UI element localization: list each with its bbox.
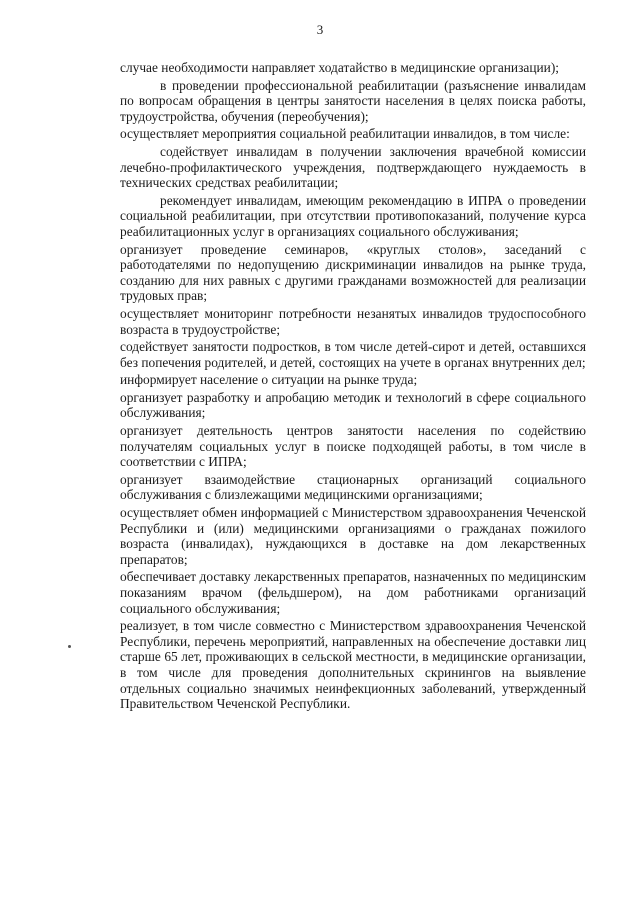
paragraph-7: осуществляет мониторинг потребности незанятых инвалидов трудоспособного возраста в трудоустройстве;	[120, 305, 586, 337]
paragraph-10: организует разработку и апробацию методик и технологий в сфере социального обслуживания;	[120, 389, 586, 421]
paragraph-14: обеспечивает доставку лекарственных препаратов, назначенных по медицинским показаниям врачом (фельдшером), на дом работниками организаций социального обслуживания;	[120, 569, 586, 616]
paragraph-11: организует деятельность центров занятости населения по содействию получателям социальных услуг в поиске подходящей работы, в том числе в соответствии с ИПРА;	[120, 423, 586, 470]
paragraph-12: организует взаимодействие стационарных организаций социального обслуживания с близлежащими медицинскими организациями;	[120, 471, 586, 503]
paragraph-13: осуществляет обмен информацией с Министерством здравоохранения Чеченской Республики и (или) медицинскими организациями о гражданах пожилого возраста (инвалидах), нуждающихся в доставке на дом лекарственных препаратов;	[120, 505, 586, 567]
paragraph-15: реализует, в том числе совместно с Министерством здравоохранения Чеченской Республики, перечень мероприятий, направленных на обеспечение доставки лиц старше 65 лет, проживающих в сельской местности, в медицинские организации, в том числе для проведения дополнительных скринингов на выявление отдельных социально значимых неинфекционных заболеваний, утвержденный Правительством Чеченской Республики.	[120, 618, 586, 712]
paragraph-2: в проведении профессиональной реабилитации (разъяснение инвалидам по вопросам обращения в центры занятости населения в целях поиска работы, трудоустройства, обучения (переобучения);	[120, 77, 586, 124]
paragraph-6: организует проведение семинаров, «круглых столов», заседаний с работодателями по недопущению дискриминации инвалидов на рынке труда, созданию для них равных с другими гражданами возможностей для реализации трудовых прав;	[120, 241, 586, 304]
document-body	[120, 60, 586, 714]
paragraph-1: случае необходимости направляет ходатайство в медицинские организации);	[120, 60, 560, 75]
paragraph-9: информирует население о ситуации на рынке труда;	[120, 372, 418, 388]
paragraph-3: осуществляет мероприятия социальной реабилитации инвалидов, в том числе:	[120, 126, 570, 142]
scan-speck	[68, 645, 71, 648]
paragraph-4: содействует инвалидам в получении заключения врачебной комиссии лечебно-профилактического учреждения, подтверждающего нуждаемость в технических средствах реабилитации;	[120, 143, 586, 191]
paragraph-5: рекомендует инвалидам, имеющим рекомендацию в ИПРА о проведении социальной реабилитации, при отсутствии противопоказаний, получение курса реабилитационных услуг в организациях социального обслуживания;	[120, 192, 586, 239]
page-number: 3	[316, 22, 324, 37]
paragraph-8: содействует занятости подростков, в том числе детей-сирот и детей, оставшихся без попечения родителей, и детей, состоящих на учете в органах внутренних дел;	[120, 339, 586, 370]
